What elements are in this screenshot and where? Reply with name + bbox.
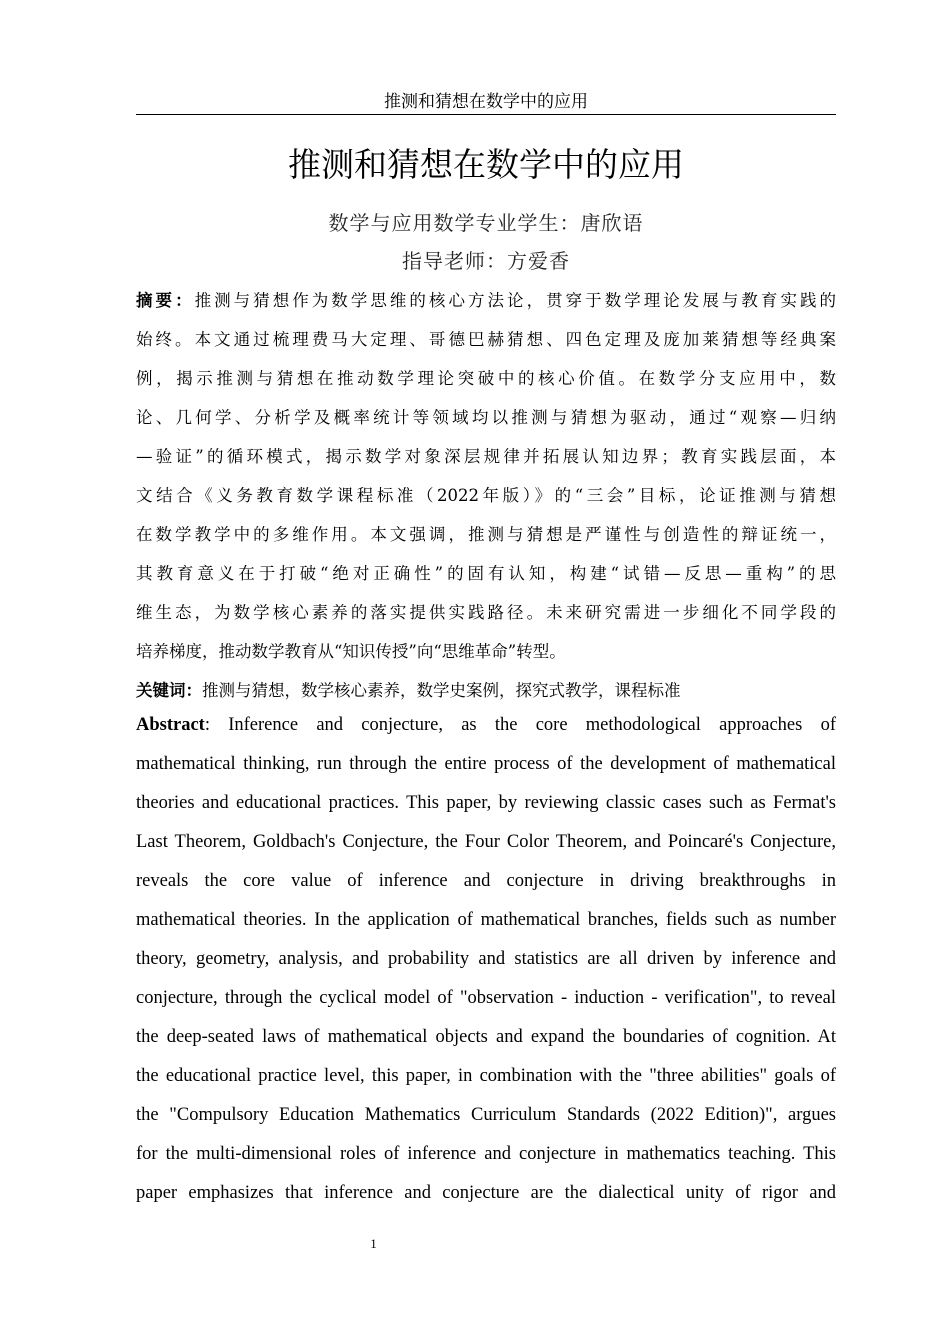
abstract-en-line: paper emphasizes that inference and conjecture are the dialectical unity of rigor and [136, 1183, 836, 1203]
abstract-cn-text: 推测与猜想作为数学思维的核心方法论，贯穿于数学理论发展与教育实践的 [194, 291, 837, 310]
advisor-line: 指导老师：方爱香 [402, 249, 570, 273]
abstract-en-line: Last Theorem, Goldbach's Conjecture, the Four Color Theorem, and Poincaré's Conjecture, [136, 832, 836, 852]
abstract-cn-line [136, 281, 836, 320]
page-number: 1 [370, 1236, 377, 1251]
abstract-en [136, 706, 836, 1213]
abstract-cn-line: 论、几何学、分析学及概率统计等领域均以推测与猜想为驱动，通过“观察—归纳 [136, 408, 836, 427]
abstract-en-text: Inference and conjecture, as the core methodological approaches of [209, 715, 836, 735]
keywords-text: 推测与猜想，数学核心素养，数学史案例，探究式教学，课程标准 [202, 681, 681, 700]
abstract-en-line: the educational practice level, this paper, in combination with the "three abilities" goals of [136, 1066, 836, 1086]
abstract-cn-label: 摘要 [136, 291, 176, 310]
abstract-en-line: conjecture, through the cyclical model of "observation - induction - verification", to reveal [136, 988, 836, 1008]
abstract-en-line: the deep-seated laws of mathematical objects and expand the boundaries of cognition. At [136, 1027, 836, 1047]
abstract-en-label: Abstract [136, 715, 205, 735]
page-title: 推测和猜想在数学中的应用 [288, 145, 684, 184]
keywords-sep: ： [185, 681, 202, 700]
author-line: 数学与应用数学专业学生：唐欣语 [328, 211, 644, 235]
abstract-en-line: for the multi-dimensional roles of inference and conjecture in mathematics teaching. This [136, 1144, 836, 1164]
abstract-cn-sep: ： [175, 291, 195, 310]
abstract-cn-line: 维生态，为数学核心素养的落实提供实践路径。未来研究需进一步细化不同学段的 [136, 603, 836, 622]
keywords [136, 671, 836, 710]
keywords-label: 关键词 [136, 681, 186, 700]
abstract-en-line [136, 706, 836, 745]
abstract-cn-line: 例，揭示推测与猜想在推动数学理论突破中的核心价值。在数学分支应用中，数 [136, 369, 836, 388]
abstract-cn-line: 在数学教学中的多维作用。本文强调，推测与猜想是严谨性与创造性的辩证统一， [136, 525, 836, 544]
abstract-en-line: theory, geometry, analysis, and probability and statistics are all driven by inference and [136, 949, 836, 969]
abstract-cn-line: 始终。本文通过梳理费马大定理、哥德巴赫猜想、四色定理及庞加莱猜想等经典案 [136, 330, 836, 349]
running-header: 推测和猜想在数学中的应用 [384, 92, 588, 112]
abstract-en-line: mathematical theories. In the application of mathematical branches, fields such as number [136, 910, 836, 930]
abstract-cn [136, 281, 836, 671]
abstract-en-line: reveals the core value of inference and conjecture in driving breakthroughs in [136, 871, 836, 891]
abstract-en-line: the "Compulsory Education Mathematics Curriculum Standards (2022 Edition)", argues [136, 1105, 836, 1125]
abstract-en-line: mathematical thinking, run through the entire process of the development of mathematical [136, 754, 836, 774]
abstract-cn-line: 文结合《义务教育数学课程标准（2022年版）》的“三会”目标，论证推测与猜想 [136, 486, 836, 505]
abstract-en-line: theories and educational practices. This paper, by reviewing classic cases such as Fermat's [136, 793, 836, 813]
abstract-en-sep: : [204, 715, 210, 735]
abstract-cn-line: 其教育意义在于打破“绝对正确性”的固有认知，构建“试错—反思—重构”的思 [136, 564, 836, 583]
abstract-cn-line: —验证”的循环模式，揭示数学对象深层规律并拓展认知边界；教育实践层面，本 [136, 447, 836, 466]
abstract-cn-line: 培养梯度，推动数学教育从“知识传授”向“思维革命”转型。 [136, 642, 566, 661]
header-rule [136, 114, 836, 115]
